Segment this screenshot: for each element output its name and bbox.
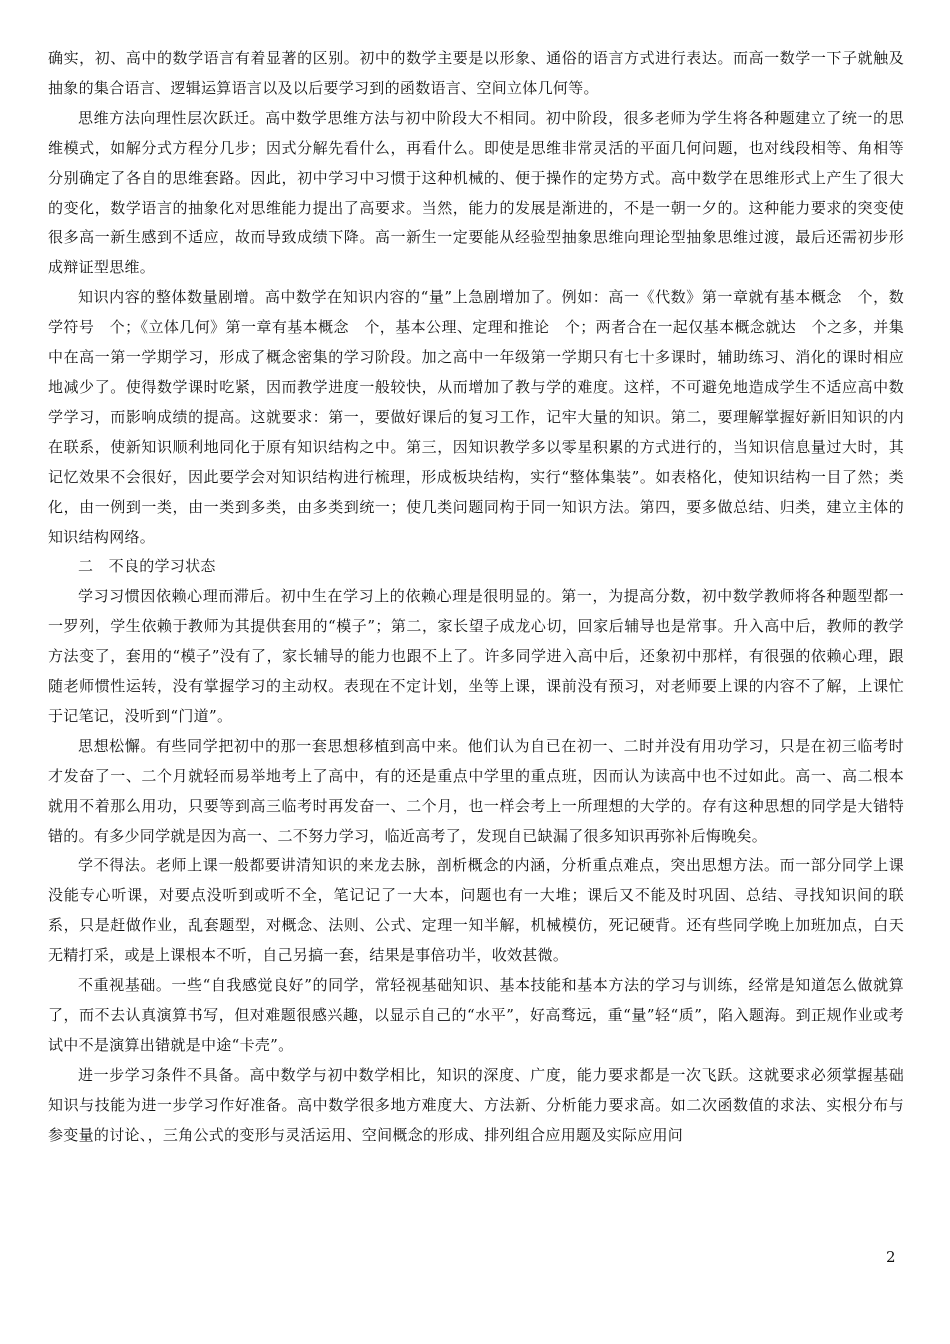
- paragraph-slack-thinking: 思想松懈。有些同学把初中的那一套思想移植到高中来。他们认为自已在初一、二时并没有用功学习，只是在初三临考时才发奋了一、二个月就轻而易举地考上了高中，有的还是重点中学里的重点班，因而认为读高中也不过如此。高一、高二根本就用不着那么用功，只要等到高三临考时再发奋一、二个月，也一样会考上一所理想的大学的。存有这种思想的同学是大错特错的。有多少同学就是因为高一、二不努力学习，临近高考了，发现自已缺漏了很多知识再弥补后悔晚矣。: [48, 736, 904, 845]
- section-heading: 二 不良的学习状态: [78, 557, 216, 576]
- paragraph-knowledge-volume: 知识内容的整体数量剧增。高中数学在知识内容的“量”上急剧增加了。例如：高一《代数》第一章就有基本概念 个，数学符号 个；《立体几何》第一章有基本概念 个，基本公理、定理和推论 个；两者合在一起仅基本概念就达 个之多，并集中在高一第一学期学习，形成了概念密集的学习阶段。加之高中一年级第一学期只有七十多课时，辅助练习、消化的课时相应地减少了。使得数学课时吃紧，因而教学进度一般较快，从而增加了教与学的难度。这样，不可避免地造成学生不适应高中数学学习，而影响成绩的提高。这就要求：第一，要做好课后的复习工作，记牢大量的知识。第二，要理解掌握好新旧知识的内在联系，使新知识顺利地同化于原有知识结构之中。第三，因知识教学多以零星积累的方式进行的，当知识信息量过大时，其记忆效果不会很好，因此要学会对知识结构进行梳理，形成板块结构，实行“整体集装”。如表格化，使知识结构一目了然；类化，由一例到一类，由一类到多类，由多类到统一；使几类问题同构于同一知识方法。第四，要多做总结、归类，建立主体的知识结构网络。: [48, 288, 904, 546]
- document-body: [48, 44, 904, 1151]
- paragraph-neglect-basics: 不重视基础。一些“自我感觉良好”的同学，常轻视基础知识、基本技能和基本方法的学习与训练，经常是知道怎么做就算了，而不去认真演算书写，但对难题很感兴趣，以显示自己的“水平”，好高骛远，重“量”轻“质”，陷入题海。到正规作业或考试中不是演算出错就是中途“卡壳”。: [48, 976, 904, 1054]
- paragraph-thinking-method: 思维方法向理性层次跃迁。高中数学思维方法与初中阶段大不相同。初中阶段，很多老师为学生将各种题建立了统一的思维模式，如解分式方程分几步；因式分解先看什么，再看什么。即使是思维非常灵活的平面几何问题，也对线段相等、角相等 分别确定了各自的思维套路。因此，初中学习中习惯于这种机械的、便于操作的定势方式。高中数学在思维形式上产生了很大的变化，数学语言的抽象化对思维能力提出了高要求。当然，能力的发展是渐进的，不是一朝一夕的。这种能力要求的突变使很多高一新生感到不适应，故而导致成绩下降。高一新生一定要能从经验型抽象思维向理论型抽象思维过渡，最后还需初步形成辩证型思维。: [48, 108, 904, 277]
- paragraph-dependency-habit: 学习习惯因依赖心理而滞后。初中生在学习上的依赖心理是很明显的。第一，为提高分数，初中数学教师将各种题型都一一罗列，学生依赖于教师为其提供套用的“模子”；第二，家长望子成龙心切，回家后辅导也是常事。升入高中后，教师的教学方法变了，套用的“模子”没有了，家长辅导的能力也跟不上了。许多同学进入高中后，还象初中那样，有很强的依赖心理，跟随老师惯性运转，没有掌握学习的主动权。表现在不定计划，坐等上课，课前没有预习，对老师要上课的内容不了解，上课忙于记笔记，没听到“门道”。: [48, 587, 904, 725]
- paragraph-language-difference: 确实，初、高中的数学语言有着显著的区别。初中的数学主要是以形象、通俗的语言方式进行表达。而高一数学一下子就触及抽象的集合语言、逻辑运算语言以及以后要学习到的函数语言、空间立体几何等。: [48, 49, 904, 97]
- paragraph-poor-method: 学不得法。老师上课一般都要讲清知识的来龙去脉，剖析概念的内涵，分析重点难点，突出思想方法。而一部分同学上课没能专心听课，对要点没听到或听不全，笔记记了一大本，问题也有一大堆；课后又不能及时巩固、总结、寻找知识间的联系，只是赶做作业，乱套题型，对概念、法则、公式、定理一知半解，机械模仿，死记硬背。还有些同学晚上加班加点，白天无精打采，或是上课根本不听，自己另搞一套，结果是事倍功半，收效甚微。: [48, 856, 904, 965]
- paragraph-prerequisites: 进一步学习条件不具备。高中数学与初中数学相比，知识的深度、广度，能力要求都是一次飞跃。这就要求必须掌握基础知识与技能为进一步学习作好准备。高中数学很多地方难度大、方法新、分析能力要求高。如二次函数值的求法、实根分布与参变量的讨论、，三角公式的变形与灵活运用、空间概念的形成、排列组合应用题及实际应用问: [48, 1065, 904, 1144]
- page-number: 2: [886, 1248, 896, 1266]
